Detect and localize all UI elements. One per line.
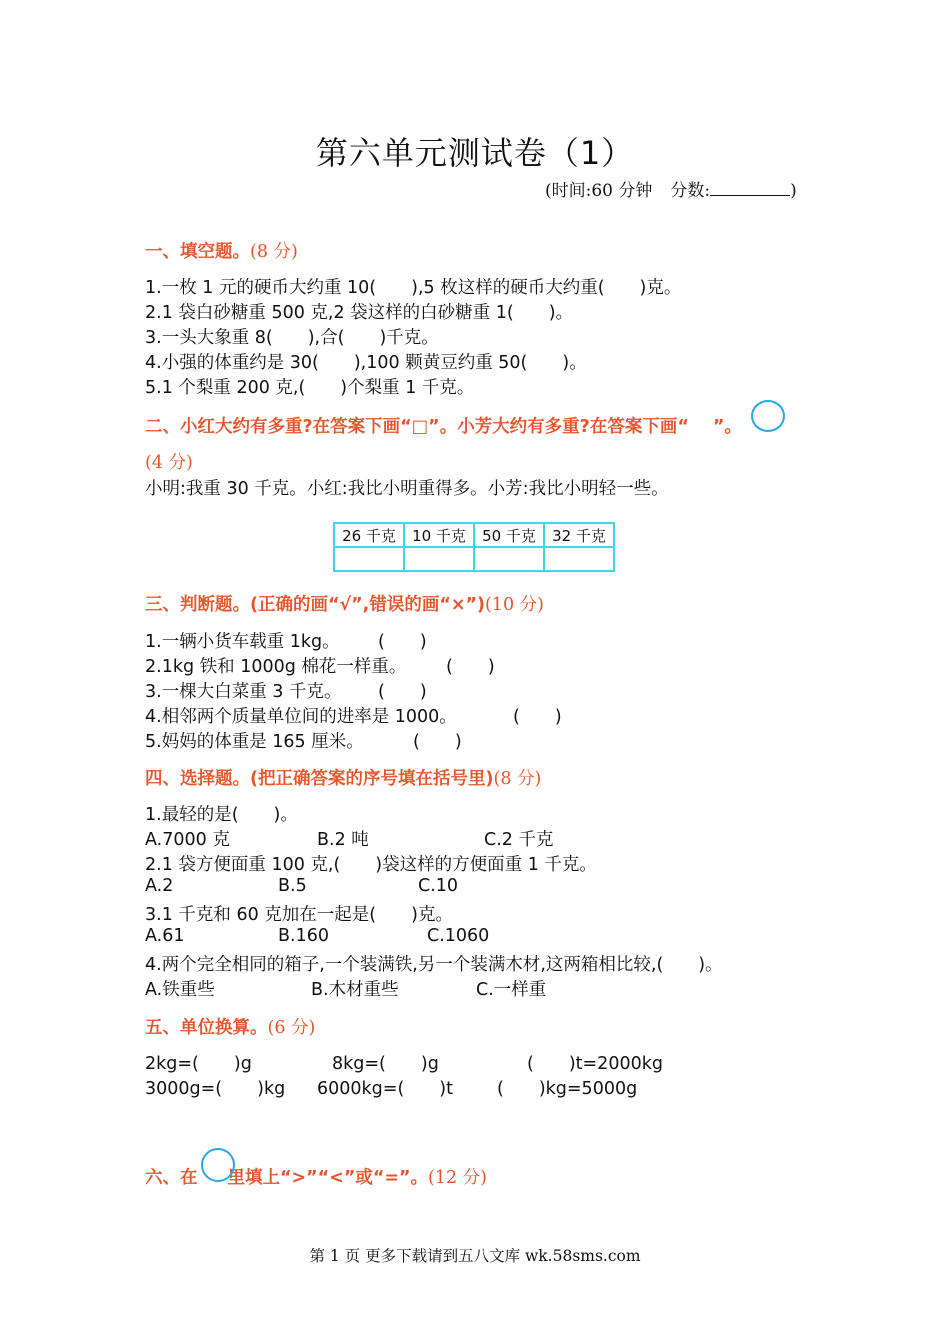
option-cell: 26 千克 [334,523,404,547]
s1-item-2: 2.1 袋白砂糖重 500 克,2 袋这样的白砂糖重 1( )。 [145,303,574,323]
s4-q3: 3.1 千克和 60 克加在一起是( )克。 [145,905,453,925]
option-cell: 50 千克 [474,523,544,547]
answer-cell[interactable] [334,547,404,571]
s4-q1-option-c: C.2 千克 [484,830,554,850]
conversion-5: 6000kg=( )t [317,1079,453,1099]
page-title: 第六单元测试卷（1） [315,134,635,172]
time-label: (时间:60 分钟 [545,181,653,201]
answer-cell[interactable] [404,547,474,571]
exam-info: (时间:60 分钟 分数: ) [545,181,797,201]
s3-item-4: 4.相邻两个质量单位间的进率是 1000。 [145,707,457,727]
s1-item-4: 4.小强的体重约是 30( ),100 颗黄豆约重 50( )。 [145,353,587,373]
s4-q3-option-a: A.61 [145,926,185,946]
option-cell: 32 千克 [544,523,614,547]
s4-q1-option-b: B.2 吨 [317,830,369,850]
s4-q2: 2.1 袋方便面重 100 克,( )袋这样的方便面重 1 千克。 [145,855,597,875]
s4-q3-option-b: B.160 [278,926,329,946]
section-4-heading: 四、选择题。(把正确答案的序号填在括号里)(8 分) [145,769,542,789]
section-5-heading: 五、单位换算。(6 分) [145,1018,316,1038]
s3-item-2: 2.1kg 铁和 1000g 棉花一样重。 [145,657,407,677]
conversion-2: 8kg=( )g [332,1054,439,1074]
conversion-6: ( )kg=5000g [497,1079,638,1099]
section-3-heading: 三、判断题。(正确的画“√”,错误的画“×”)(10 分) [145,595,544,615]
circle-icon [201,1148,235,1182]
score-label: 分数: [670,181,711,201]
s3-item-5: 5.妈妈的体重是 165 厘米。 [145,732,364,752]
answer-paren[interactable]: ( ) [413,732,462,752]
s1-item-5: 5.1 个梨重 200 克,( )个梨重 1 千克。 [145,378,475,398]
answer-paren[interactable]: ( ) [513,707,562,727]
s2-statement: 小明:我重 30 千克。小红:我比小明重得多。小芳:我比小明轻一些。 [145,479,669,499]
answer-paren[interactable]: ( ) [378,682,427,702]
answer-paren[interactable]: ( ) [446,657,495,677]
conversion-1: 2kg=( )g [145,1054,252,1074]
section-2-points: (4 分) [145,453,193,473]
section-6-heading: 六、在 里填上“>”“<”或“=”。(12 分) [145,1168,487,1188]
option-cell: 10 千克 [404,523,474,547]
weight-options-table [333,522,615,572]
circle-icon [751,400,785,432]
conversion-4: 3000g=( )kg [145,1079,286,1099]
answer-cell[interactable] [474,547,544,571]
s4-q2-option-a: A.2 [145,876,174,896]
s4-q3-option-c: C.1060 [427,926,490,946]
s3-item-1: 1.一辆小货车载重 1kg。 [145,632,340,652]
s4-q1-option-a: A.7000 克 [145,830,230,850]
conversion-3: ( )t=2000kg [527,1054,663,1074]
s4-q2-option-c: C.10 [418,876,459,896]
answer-paren[interactable]: ( ) [378,632,427,652]
s4-q4-option-b: B.木材重些 [311,980,399,1000]
s4-q1: 1.最轻的是( )。 [145,805,298,825]
s4-q4-option-a: A.铁重些 [145,980,215,1000]
section-2-heading: 二、小红大约有多重?在答案下画“□”。小芳大约有多重?在答案下画“ ”。 [145,417,742,437]
s4-q4: 4.两个完全相同的箱子,一个装满铁,另一个装满木材,这两箱相比较,( )。 [145,955,723,975]
section-1-heading: 一、填空题。(8 分) [145,242,298,262]
s3-item-3: 3.一棵大白菜重 3 千克。 [145,682,342,702]
score-blank[interactable] [710,181,790,196]
s4-q2-option-b: B.5 [278,876,307,896]
answer-cell[interactable] [544,547,614,571]
page-footer: 第 1 页 更多下载请到五八文库 wk.58sms.com [309,1247,641,1265]
s1-item-1: 1.一枚 1 元的硬币大约重 10( ),5 枚这样的硬币大约重( )克。 [145,278,682,298]
s1-item-3: 3.一头大象重 8( ),合( )千克。 [145,328,439,348]
s4-q4-option-c: C.一样重 [476,980,547,1000]
